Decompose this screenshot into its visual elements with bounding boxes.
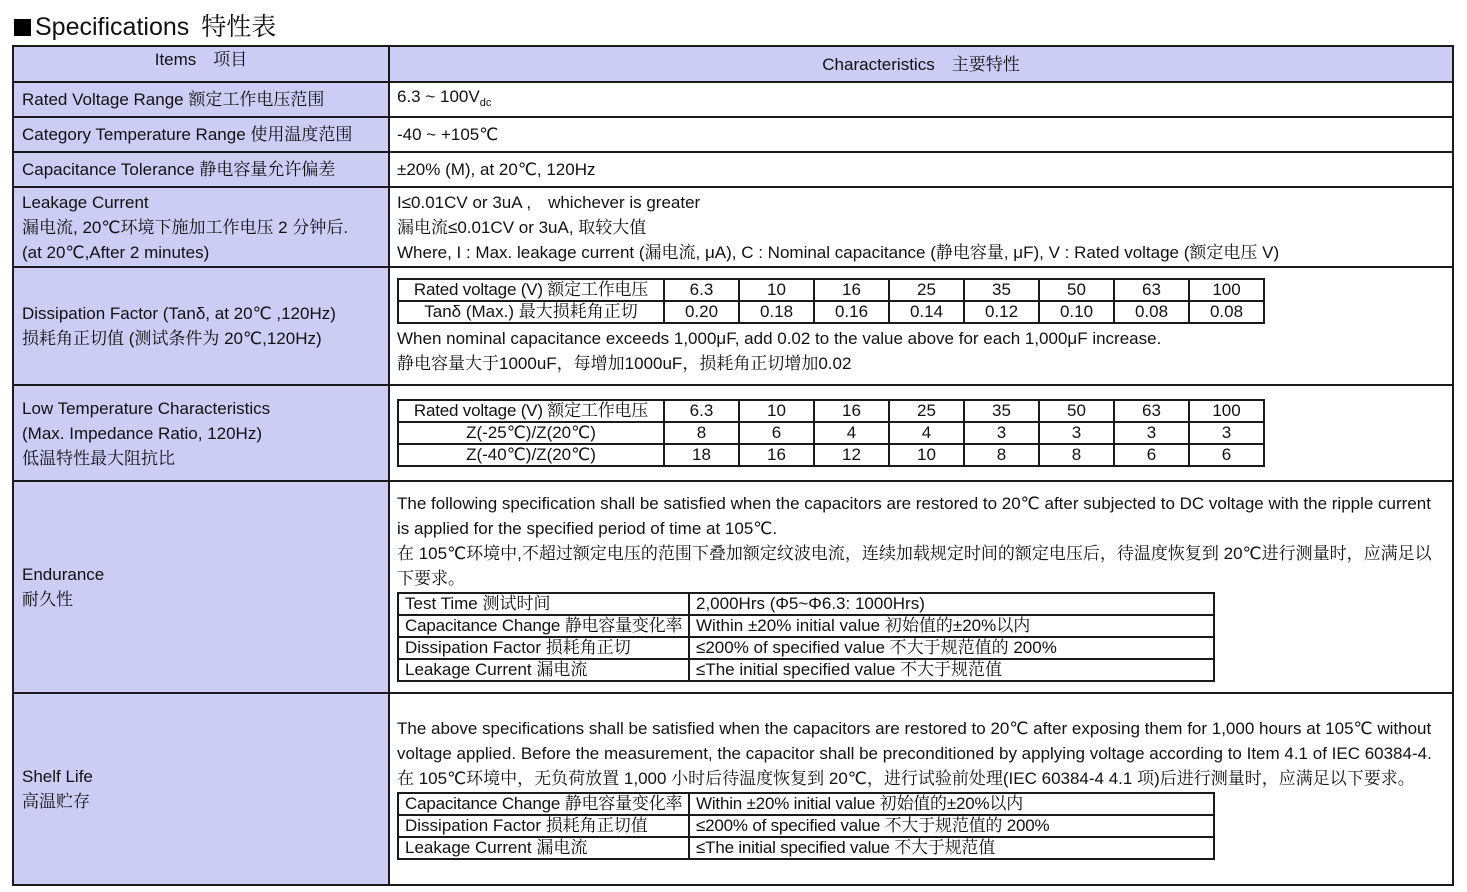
df-tan-cell: 0.18	[739, 301, 814, 323]
z25-cell: 8	[664, 422, 739, 444]
z25-cell: 6	[739, 422, 814, 444]
shelf-value: ≤200% of specified value 不大于规范值的 200%	[689, 815, 1214, 837]
endurance-label-1: Endurance	[22, 565, 105, 584]
endurance-value: ≤The initial specified value 不大于规范值	[689, 659, 1214, 681]
endurance-table	[397, 592, 1215, 682]
dissipation-label-2: 损耗角正切值 (测试条件为 20℃,120Hz)	[22, 329, 322, 348]
endurance-row	[398, 637, 1214, 659]
leakage-line-2: 漏电流≤0.01CV or 3uA, 取较大值	[397, 217, 647, 237]
value-low-temp	[389, 385, 1453, 481]
shelf-key: Dissipation Factor 损耗角正切值	[398, 815, 689, 837]
lt-voltage-cell: 50	[1039, 400, 1114, 422]
endurance-row	[398, 615, 1214, 637]
endurance-key: Capacitance Change 静电容量变化率	[398, 615, 689, 637]
shelf-text-1: The above specifications shall be satisfied when the capacitors are restored to 20℃ after exposing them for 1,000 hours at 105℃ without voltage applied. Before the measurement, the capacitor shall be preconditioned by applying voltage according to Item 4.1 of IEC 60384-4.	[397, 719, 1432, 763]
dissipation-voltage-row	[398, 279, 1264, 301]
low-temp-row3-label: Z(-40℃)/Z(20℃)	[398, 444, 664, 466]
value-leakage	[389, 187, 1453, 267]
df-voltage-cell: 16	[814, 279, 889, 301]
lt-voltage-cell: 25	[889, 400, 964, 422]
header-characteristics: Characteristics 主要特性	[389, 46, 1453, 82]
z25-cell: 3	[1039, 422, 1114, 444]
dissipation-note-1: When nominal capacitance exceeds 1,000μF, add 0.02 to the value above for each 1,000μF increase.	[397, 328, 1162, 348]
header-row	[13, 46, 1453, 82]
z40-cell: 6	[1114, 444, 1189, 466]
header-items: Items 项目	[13, 46, 389, 82]
dissipation-row2-label: Tanδ (Max.) 最大损耗角正切	[398, 301, 664, 323]
value-shelf-life	[389, 693, 1453, 885]
row-dissipation	[13, 267, 1453, 385]
df-tan-cell: 0.14	[889, 301, 964, 323]
endurance-row	[398, 659, 1214, 681]
square-bullet-icon	[14, 19, 31, 36]
label-rated-voltage-range: Rated Voltage Range 额定工作电压范围	[13, 82, 389, 117]
shelf-label-1: Shelf Life	[22, 767, 93, 786]
z25-cell: 3	[1189, 422, 1264, 444]
lt-voltage-cell: 6.3	[664, 400, 739, 422]
label-shelf-life	[13, 693, 389, 885]
df-tan-cell: 0.08	[1189, 301, 1264, 323]
low-temp-voltage-row	[398, 400, 1264, 422]
df-voltage-cell: 10	[739, 279, 814, 301]
value-category-temp: -40 ~ +105℃	[389, 117, 1453, 152]
z40-cell: 12	[814, 444, 889, 466]
row-rated-voltage-range	[13, 82, 1453, 117]
df-tan-cell: 0.08	[1114, 301, 1189, 323]
title-zh: 特性表	[201, 12, 277, 41]
shelf-label-2: 高温贮存	[22, 792, 90, 811]
df-tan-cell: 0.12	[964, 301, 1039, 323]
low-temp-label-3: 低温特性最大阻抗比	[22, 448, 175, 468]
dissipation-row1-label: Rated voltage (V) 额定工作电压	[398, 279, 664, 301]
endurance-key: Leakage Current 漏电流	[398, 659, 689, 681]
dissipation-tan-row	[398, 301, 1264, 323]
lt-voltage-cell: 10	[739, 400, 814, 422]
value-rated-voltage-range	[389, 82, 1453, 117]
df-tan-cell: 0.16	[814, 301, 889, 323]
row-cap-tolerance	[13, 152, 1453, 187]
shelf-value: ≤The initial specified value 不大于规范值	[689, 837, 1214, 859]
shelf-row	[398, 793, 1214, 815]
df-voltage-cell: 35	[964, 279, 1039, 301]
z40-cell: 18	[664, 444, 739, 466]
df-voltage-cell: 6.3	[664, 279, 739, 301]
rated-voltage-sub: dc	[479, 96, 492, 109]
row-category-temp	[13, 117, 1453, 152]
label-category-temp: Category Temperature Range 使用温度范围	[13, 117, 389, 152]
low-temp-label-2: (Max. Impedance Ratio, 120Hz)	[22, 423, 262, 443]
low-temp-table	[397, 399, 1265, 467]
lt-voltage-cell: 16	[814, 400, 889, 422]
endurance-key: Dissipation Factor 损耗角正切	[398, 637, 689, 659]
dissipation-table	[397, 278, 1265, 324]
df-voltage-cell: 63	[1114, 279, 1189, 301]
shelf-row	[398, 837, 1214, 859]
label-dissipation	[13, 267, 389, 385]
dissipation-note-2: 静电容量大于1000uF，每增加1000uF，损耗角正切增加0.02	[397, 353, 852, 373]
page-title	[14, 10, 276, 44]
value-dissipation	[389, 267, 1453, 385]
leakage-line-1: I≤0.01CV or 3uA , whichever is greater	[397, 192, 701, 212]
shelf-value: Within ±20% initial value 初始值的±20%以内	[689, 793, 1214, 815]
lt-voltage-cell: 63	[1114, 400, 1189, 422]
endurance-value: Within ±20% initial value 初始值的±20%以内	[689, 615, 1214, 637]
shelf-text-2: 在 105℃环境中，无负荷放置 1,000 小时后待温度恢复到 20℃，进行试验前处理(IEC 60384-4 4.1 项)后进行测量时，应满足以下要求。	[397, 769, 1415, 788]
df-voltage-cell: 50	[1039, 279, 1114, 301]
low-temp-z40-row	[398, 444, 1264, 466]
value-cap-tolerance: ±20% (M), at 20℃, 120Hz	[389, 152, 1453, 187]
label-low-temp	[13, 385, 389, 481]
z40-cell: 8	[1039, 444, 1114, 466]
low-temp-z25-row	[398, 422, 1264, 444]
leakage-label-3: (at 20℃,After 2 minutes)	[22, 242, 210, 262]
row-endurance	[13, 481, 1453, 693]
endurance-value: 2,000Hrs (Φ5~Φ6.3: 1000Hrs)	[689, 593, 1214, 615]
shelf-key: Leakage Current 漏电流	[398, 837, 689, 859]
endurance-key: Test Time 测试时间	[398, 593, 689, 615]
low-temp-row1-label: Rated voltage (V) 额定工作电压	[398, 400, 664, 422]
shelf-key: Capacitance Change 静电容量变化率	[398, 793, 689, 815]
z25-cell: 4	[814, 422, 889, 444]
leakage-label-1: Leakage Current	[22, 192, 149, 212]
spec-table	[12, 45, 1454, 886]
label-leakage	[13, 187, 389, 267]
df-voltage-cell: 25	[889, 279, 964, 301]
z25-cell: 4	[889, 422, 964, 444]
df-tan-cell: 0.20	[664, 301, 739, 323]
z25-cell: 3	[1114, 422, 1189, 444]
rated-voltage-value: 6.3 ~ 100V	[397, 86, 480, 106]
row-leakage	[13, 187, 1453, 267]
low-temp-row2-label: Z(-25℃)/Z(20℃)	[398, 422, 664, 444]
shelf-row	[398, 815, 1214, 837]
value-endurance	[389, 481, 1453, 693]
shelf-table	[397, 792, 1215, 860]
title-en: Specifications	[35, 13, 190, 41]
z40-cell: 10	[889, 444, 964, 466]
endurance-value: ≤200% of specified value 不大于规范值的 200%	[689, 637, 1214, 659]
dissipation-label-1: Dissipation Factor (Tanδ, at 20℃ ,120Hz)	[22, 304, 336, 323]
low-temp-label-1: Low Temperature Characteristics	[22, 398, 271, 418]
label-endurance	[13, 481, 389, 693]
endurance-label-2: 耐久性	[22, 590, 73, 609]
endurance-text-2: 在 105℃环境中,不超过额定电压的范围下叠加额定纹波电流，连续加载规定时间的额定电压后，待温度恢复到 20℃进行测量时，应满足以下要求。	[397, 543, 1432, 588]
z40-cell: 6	[1189, 444, 1264, 466]
row-shelf-life	[13, 693, 1453, 885]
z40-cell: 16	[739, 444, 814, 466]
endurance-row	[398, 593, 1214, 615]
df-voltage-cell: 100	[1189, 279, 1264, 301]
row-low-temp	[13, 385, 1453, 481]
label-cap-tolerance: Capacitance Tolerance 静电容量允许偏差	[13, 152, 389, 187]
lt-voltage-cell: 100	[1189, 400, 1264, 422]
leakage-line-3: Where, I : Max. leakage current (漏电流, μA), C : Nominal capacitance (静电容量, μF), V : Rated voltage (额定电压 V)	[397, 242, 1280, 262]
leakage-label-2: 漏电流, 20℃环境下施加工作电压 2 分钟后.	[22, 217, 349, 237]
z25-cell: 3	[964, 422, 1039, 444]
endurance-text-1: The following specification shall be satisfied when the capacitors are restored to 20℃ after subjected to DC voltage with the ripple current is applied for the specified period of time at 105℃.	[397, 493, 1431, 538]
z40-cell: 8	[964, 444, 1039, 466]
lt-voltage-cell: 35	[964, 400, 1039, 422]
df-tan-cell: 0.10	[1039, 301, 1114, 323]
